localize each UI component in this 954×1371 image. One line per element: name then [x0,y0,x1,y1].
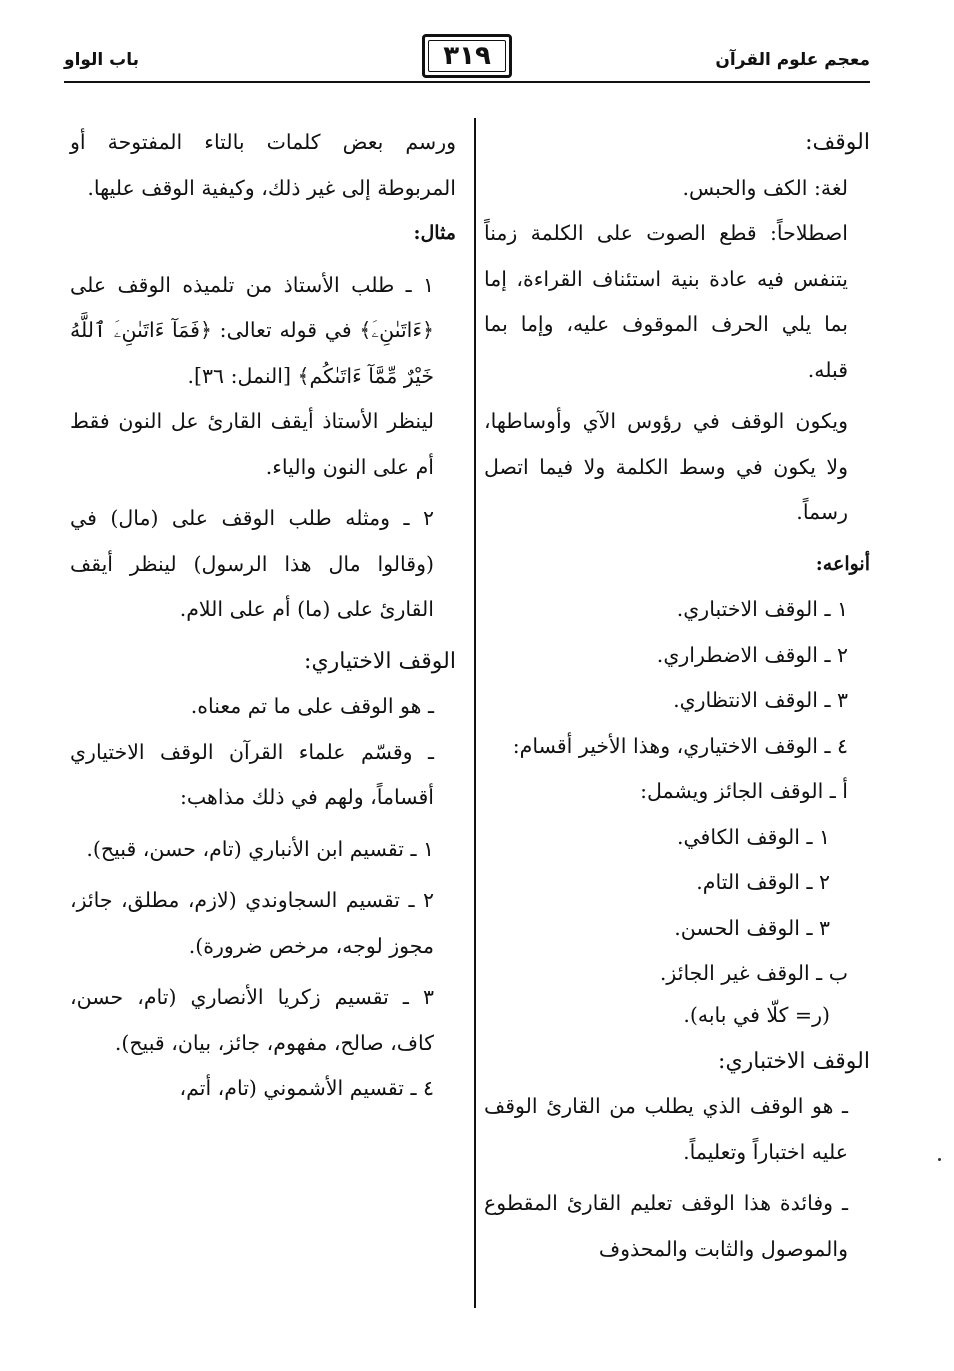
column-divider [474,118,476,1308]
paragraph-ruus-al-ay: ويكون الوقف في رؤوس الآي وأوساطها، ولا يكون في وسط الكلمة ولا فيما اتصل رسماً. [484,409,848,524]
list-item-ansari: ٣ ـ تقسيم زكريا الأنصاري (تام، حسن، كاف، صالح، مفهوم، جائز، بيان، قبيح). [70,985,434,1055]
running-header [64,30,870,86]
example-1: ١ ـ طلب الأستاذ من تلميذه الوقف على ﴿ءَاتَىٰنِۦَ﴾ في قوله تعالى: ﴿فَمَآ ءَاتَىٰنِۦَ ٱللَّهُ خَيْرٌ مِّمَّآ ءَاتَىٰكُم﴾ [النمل: ٣٦]. [70,272,434,388]
page-number: ٣١٩ [443,41,491,71]
list-item-anbari: ١ ـ تقسيم ابن الأنباري (تام، حسن، قبيح). [86,836,434,861]
list-item-type-1: ١ ـ الوقف الاختباري. [676,597,848,621]
paragraph-faida: ـ وفائدة هذا الوقف تعليم القارئ المقطوع والموصول والثابت والمحذوف [484,1191,848,1261]
left-column [70,120,456,1112]
book-title: معجم علوم القرآن [715,50,870,70]
paragraph-rasm: ورسم بعض كلمات بالتاء المفتوحة أو المربوطة إلى غير ذلك، وكيفية الوقف عليها. [70,130,456,200]
page-number-frame [422,34,512,78]
example-1-explanation: لينظر الأستاذ أيقف القارئ عل النون فقط أم على النون والياء. [70,409,434,479]
list-item-ashmuni: ٤ ـ تقسيم الأشموني (تام، أتم، [179,1076,434,1100]
header-rule [64,81,870,83]
list-item-tam: ٢ ـ الوقف التام. [696,870,830,894]
subheading-anwaahu: أنواعه: [815,552,870,575]
list-item-type-4: ٤ ـ الوقف الاختياري، وهذا الأخير أقسام: [512,733,848,758]
definition-ikhtiyari: ـ هو الوقف على ما تم معناه. [190,694,434,718]
chapter-title: باب الواو [64,50,140,70]
entry-heading-waqf: الوقف: [805,130,870,155]
example-2: ٢ ـ ومثله طلب الوقف على (مال) في (وقالوا مال هذا الرسول) لينظر أيقف القارئ على (ما) أم على اللام. [70,506,434,621]
cross-reference: (ر= كلّا في بابه). [683,1002,830,1027]
definition-lugha: لغة: الكف والحبس. [682,175,848,200]
paragraph-qassam: ـ وقسّم علماء القرآن الوقف الاختياري أقساماً، ولهم في ذلك مذاهب: [70,739,434,809]
list-item-type-2: ٢ ـ الوقف الاضطراري. [656,642,848,667]
list-item-kafi: ١ ـ الوقف الكافي. [676,824,830,849]
section-heading-ikhtiyari: الوقف الاختياري: [304,648,456,674]
list-item-ba: ب ـ الوقف غير الجائز. [659,961,848,985]
definition-ikhtibari: ـ هو الوقف الذي يطلب من القارئ الوقف عليه اختباراً وتعليماً. [484,1094,848,1164]
definition-istilah: اصطلاحاً: قطع الصوت على الكلمة زمناً يتنفس فيه عادة بنية استئناف القراءة، إما بما يلي الحرف الموقوف عليه، وإما بما قبله. [484,221,848,382]
right-column [484,120,870,1272]
section-heading-ikhtibari: الوقف الاختباري: [718,1048,870,1074]
subheading-mithal: مثال: [413,222,456,244]
list-item-type-3: ٣ ـ الوقف الانتظاري. [673,688,848,712]
list-item-sajawandi: ٢ ـ تقسيم السجاوندي (لازم، مطلق، جائز، مجوز لوجه، مرخص ضرورة). [70,888,434,958]
list-item-alif: أ ـ الوقف الجائز ويشمل: [640,779,848,803]
list-item-hasan: ٣ ـ الوقف الحسن. [674,915,830,940]
margin-speck [938,1158,941,1161]
